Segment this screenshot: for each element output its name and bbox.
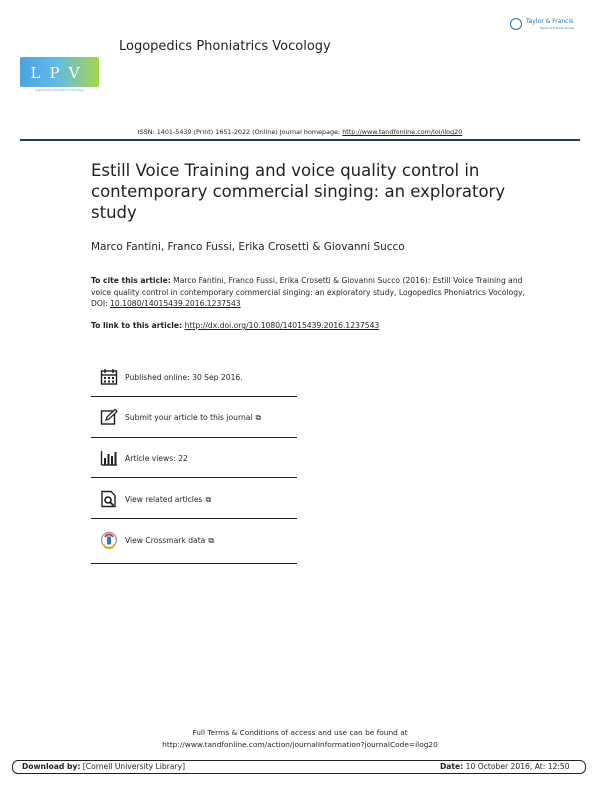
- header-divider: [20, 139, 580, 141]
- publisher-logo[interactable]: [510, 16, 582, 34]
- related-articles-label: View related articles: [125, 495, 203, 504]
- logo-subtext: Logopedics Phoniatrics Vocology: [35, 88, 84, 92]
- published-online-text: Published online: 30 Sep 2016.: [125, 373, 243, 382]
- downloaded-by: [22, 762, 185, 771]
- svg-text:LPV: LPV: [30, 64, 89, 82]
- article-authors: Marco Fantini, Franco Fussi, Erika Crosetti & Giovanni Succo: [91, 241, 405, 253]
- calendar-icon: [100, 368, 118, 386]
- publisher-name: Taylor & Francis: [526, 18, 574, 25]
- downloaded-by-label: Download by:: [22, 762, 81, 771]
- submit-article-row[interactable]: [100, 408, 300, 428]
- terms-line: Full Terms & Conditions of access and use can be found at: [192, 728, 408, 737]
- article-title: Estill Voice Training and voice quality control in contemporary commercial singing: an exploratory study: [91, 161, 506, 222]
- journal-homepage-link[interactable]: http://www.tandfonline.com/loi/ilog20: [342, 128, 463, 136]
- submit-article-label: Submit your article to this journal: [125, 413, 253, 422]
- bar-chart-icon: [100, 449, 118, 467]
- article-url-link[interactable]: http://dx.doi.org/10.1080/14015439.2016.1237543: [184, 321, 380, 330]
- external-link-icon: ⧉: [205, 495, 212, 504]
- external-link-icon: ⧉: [208, 536, 215, 545]
- crossmark-link[interactable]: [125, 536, 214, 546]
- article-views-text: Article views: 22: [125, 454, 188, 463]
- related-articles-link[interactable]: [125, 495, 211, 505]
- journal-logo: [20, 57, 99, 87]
- terms-block: [0, 727, 600, 751]
- downloaded-by-value: [Cornell University Library]: [80, 762, 186, 771]
- info-divider: [91, 477, 297, 478]
- download-date: [440, 762, 570, 771]
- edit-icon: [100, 408, 118, 426]
- date-value: 10 October 2016, At: 12:50: [463, 762, 570, 771]
- related-articles-icon: [100, 490, 118, 508]
- external-link-icon: ⧉: [255, 413, 262, 422]
- crossmark-row[interactable]: [100, 531, 300, 551]
- crossmark-label: View Crossmark data: [125, 536, 206, 545]
- logo-lettering: [20, 57, 99, 87]
- link-row: [91, 321, 379, 330]
- issn-line: [0, 128, 600, 136]
- info-divider: [91, 518, 297, 519]
- article-views-row: [100, 449, 300, 469]
- citation-block: [91, 275, 531, 310]
- publisher-tagline: Taylor & Francis Group: [540, 26, 574, 30]
- info-divider: [91, 563, 297, 564]
- published-online-row: [100, 368, 300, 388]
- publisher-circle-icon: [510, 18, 522, 30]
- cite-text: Marco Fantini, Franco Fussi, Erika Crosetti & Giovanni Succo (2016): Estill Voice Training and voice quality control in contemporary commercial singing: an exploratory study, Logopedics Phoniatrics Vocology, DOI:: [91, 276, 525, 308]
- issn-text: ISSN: 1401-5439 (Print) 1651-2022 (Online) Journal homepage:: [137, 128, 343, 136]
- journal-name[interactable]: Logopedics Phoniatrics Vocology: [119, 39, 331, 54]
- cite-label: To cite this article:: [91, 276, 171, 285]
- date-label: Date:: [440, 762, 464, 771]
- link-label: To link to this article:: [91, 321, 185, 330]
- doi-link[interactable]: 10.1080/14015439.2016.1237543: [110, 299, 241, 308]
- submit-article-link[interactable]: [125, 413, 261, 423]
- info-divider: [91, 437, 297, 438]
- terms-url-link[interactable]: http://www.tandfonline.com/action/journalInformation?journalCode=ilog20: [162, 740, 438, 749]
- info-divider: [91, 396, 297, 397]
- crossmark-icon: [100, 531, 118, 549]
- related-articles-row[interactable]: [100, 490, 300, 510]
